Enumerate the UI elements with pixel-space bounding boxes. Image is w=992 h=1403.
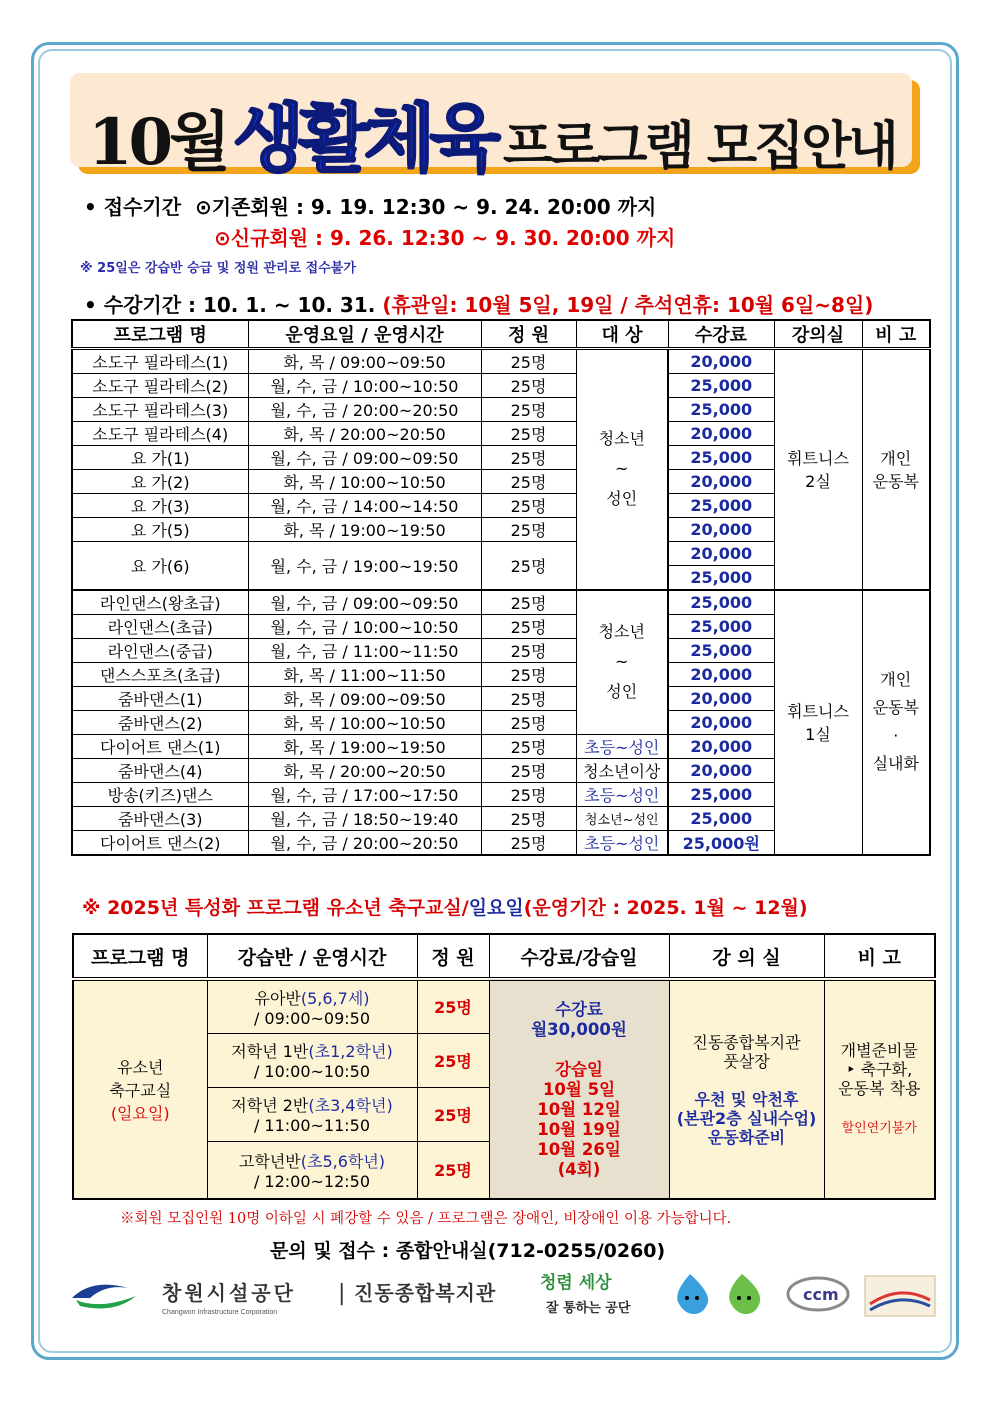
program-schedule: 월, 수, 금 / 18:50~19:40 [248, 806, 481, 830]
soccer-room-cell [669, 979, 824, 1199]
soccer-program-cell [73, 979, 207, 1199]
title-highlight: 생활체육 [232, 96, 495, 182]
contact-info: 문의 및 접수 : 종합안내실(712-0255/0260) [270, 1240, 666, 1262]
svg-text:ccm: ccm [803, 1285, 839, 1304]
lesson-count: (4회) [557, 1159, 601, 1179]
program-fee: 25,000 [668, 614, 774, 638]
program-target: 청소년이상 [576, 758, 668, 782]
program-schedule: 화, 목 / 09:00~09:50 [248, 686, 481, 710]
special-program-heading [82, 893, 808, 920]
class-name: 저학년 2반 [231, 1096, 309, 1115]
program-schedule: 월, 수, 금 / 09:00~09:50 [248, 590, 481, 615]
ccm-logo-icon [788, 1278, 848, 1310]
program-fee: 20,000 [668, 662, 774, 686]
class-age: (초1,2학년) [308, 1042, 393, 1061]
note-text: 개별준비물 ‣ 축구화, 운동복 착용 [838, 1041, 921, 1098]
header-schedule: 운영요일 / 운영시간 [248, 320, 481, 349]
slogan-top: 청렴 세상 [540, 1273, 612, 1293]
class-capacity: 25명 [417, 979, 489, 1033]
soccer-table-header [73, 934, 935, 979]
soccer-table-body [73, 979, 935, 1199]
program-name: 댄스스포츠(초급) [72, 662, 248, 686]
page-title [88, 80, 896, 182]
program-name: 소도구 필라테스(2) [72, 374, 248, 398]
program-fee: 20,000 [668, 518, 774, 542]
group-room: 휘트니스 1실 [774, 590, 862, 855]
room-name: 진동종합복지관 풋살장 [692, 1032, 801, 1071]
program-capacity: 25명 [481, 686, 576, 710]
header-room: 강의실 [774, 320, 862, 349]
program-capacity: 25명 [481, 710, 576, 734]
table-row [73, 979, 935, 1033]
program-capacity: 25명 [481, 422, 576, 446]
header-note: 비 고 [862, 320, 930, 349]
program-schedule: 월, 수, 금 / 20:00~20:50 [248, 830, 481, 855]
footnote: ※회원 모집인원 10명 이하일 시 폐강할 수 있음 / 프로그램은 장애인, 비장애인 이용 가능합니다. [120, 1211, 732, 1227]
header-program: 프로그램 명 [72, 320, 248, 349]
program-fee: 20,000 [668, 470, 774, 494]
soccer-header-fee: 수강료/강습일 [489, 934, 669, 979]
soccer-fee-cell [489, 979, 669, 1199]
soccer-note-cell [824, 979, 935, 1199]
program-name: 줌바댄스(1) [72, 686, 248, 710]
header-capacity: 정 원 [481, 320, 576, 349]
special-prefix: ※ 2025년 특성화 프로그램 유소년 축구교실/ [82, 897, 469, 919]
program-capacity: 25명 [481, 662, 576, 686]
program-fee: 20,000 [668, 734, 774, 758]
program-name: 라인댄스(왕초급) [72, 590, 248, 615]
soccer-header-note: 비 고 [824, 934, 935, 979]
program-name: 다이어트 댄스(2) [72, 830, 248, 855]
footer-divider: | [338, 1281, 346, 1306]
program-capacity: 25명 [481, 758, 576, 782]
program-name: 요 가(1) [72, 446, 248, 470]
group-target: 청소년 ~ 성인 [576, 590, 668, 735]
class-time: / 09:00~09:50 [253, 1008, 371, 1028]
program-fee: 25,000 [668, 494, 774, 518]
program-schedule: 월, 수, 금 / 10:00~10:50 [248, 374, 481, 398]
program-fee: 20,000 [668, 422, 774, 446]
class-name: 유아반 [254, 988, 301, 1008]
program-capacity: 25명 [481, 734, 576, 758]
soccer-header-program: 프로그램 명 [73, 934, 207, 979]
org-name: 창원시설공단 [162, 1281, 296, 1305]
soccer-class [207, 979, 417, 1033]
program-table-header [72, 320, 930, 349]
class-time: / 10:00~10:50 [253, 1062, 371, 1081]
program-schedule: 화, 목 / 20:00~20:50 [248, 422, 481, 446]
org-name-en: Changwon Infrastructure Corporation [162, 1309, 278, 1316]
changwon-emblem-icon [72, 1285, 136, 1309]
program-name: 라인댄스(초급) [72, 614, 248, 638]
header-fee: 수강료 [668, 320, 774, 349]
program-name: 요 가(3) [72, 494, 248, 518]
program-name: 다이어트 댄스(1) [72, 734, 248, 758]
target-line: ~ [615, 459, 629, 479]
program-name: 방송(키즈)댄스 [72, 782, 248, 806]
program-fee: 20,000 [668, 349, 774, 374]
class-time: / 11:00~11:50 [253, 1116, 371, 1135]
program-schedule: 화, 목 / 19:00~19:50 [248, 734, 481, 758]
program-capacity: 25명 [481, 614, 576, 638]
program-schedule: 화, 목 / 10:00~10:50 [248, 710, 481, 734]
table-row [72, 590, 930, 615]
class-age: (5,6,7세) [300, 988, 370, 1008]
center-name: 진동종합복지관 [354, 1281, 497, 1305]
registration-existing [84, 191, 656, 220]
program-name: 라인댄스(중급) [72, 638, 248, 662]
program-schedule: 월, 수, 금 / 17:00~17:50 [248, 782, 481, 806]
program-capacity: 25명 [481, 590, 576, 615]
class-capacity: 25명 [417, 1141, 489, 1199]
program-capacity: 25명 [481, 349, 576, 374]
registration-note: ※ 25일은 강습반 승급 및 정원 관리로 접수불가 [80, 261, 356, 276]
program-target: 초등~성인 [576, 782, 668, 806]
program-capacity: 25명 [481, 374, 576, 398]
program-fee: 20,000 [668, 542, 774, 566]
program-table-body [72, 349, 930, 855]
program-schedule: 화, 목 / 19:00~19:50 [248, 518, 481, 542]
class-time: / 12:00~12:50 [253, 1171, 371, 1191]
program-name: 소도구 필라테스(4) [72, 422, 248, 446]
program-fee: 25,000 [668, 782, 774, 806]
target-line: 성인 [606, 489, 638, 509]
course-period [84, 289, 873, 318]
program-fee: 25,000 [668, 565, 774, 589]
program-schedule: 화, 목 / 20:00~20:50 [248, 758, 481, 782]
program-schedule: 월, 수, 금 / 20:00~20:50 [248, 398, 481, 422]
program-name: 요 가(6) [72, 542, 248, 590]
lesson-day: 10월 26일 [537, 1139, 621, 1159]
program-name: 줌바댄스(4) [72, 758, 248, 782]
class-name: 저학년 1반 [231, 1042, 309, 1061]
certification-badge-icon [865, 1276, 935, 1316]
program-fee: 25,000 [668, 590, 774, 615]
program-schedule: 월, 수, 금 / 14:00~14:50 [248, 494, 481, 518]
program-capacity: 25명 [481, 782, 576, 806]
soccer-program-name: 유소년 축구교실 [109, 1058, 172, 1100]
special-suffix: (운영기간 : 2025. 1월 ~ 12월) [523, 897, 808, 919]
program-table [71, 319, 931, 856]
registration-existing-text: ⊙기존회원 : 9. 19. 12:30 ~ 9. 24. 20:00 까지 [194, 195, 657, 219]
program-schedule: 화, 목 / 11:00~11:50 [248, 662, 481, 686]
program-capacity: 25명 [481, 494, 576, 518]
slogan-bottom: 잘 통하는 공단 [546, 1301, 631, 1316]
soccer-table [72, 933, 936, 1200]
soccer-class [207, 1141, 417, 1199]
program-schedule: 월, 수, 금 / 09:00~09:50 [248, 446, 481, 470]
program-fee: 20,000 [668, 758, 774, 782]
soccer-header-room: 강 의 실 [669, 934, 824, 979]
program-fee: 25,000 [668, 806, 774, 830]
program-schedule: 월, 수, 금 / 19:00~19:50 [248, 542, 481, 590]
program-capacity: 25명 [481, 398, 576, 422]
group-note: 개인 운동복 [862, 349, 930, 590]
title-month: 10월 [88, 105, 227, 180]
program-schedule: 화, 목 / 09:00~09:50 [248, 349, 481, 374]
program-fee: 20,000 [668, 710, 774, 734]
title-rest: 프로그램 모집안내 [502, 116, 896, 177]
program-capacity: 25명 [481, 518, 576, 542]
class-age: (초3,4학년) [308, 1096, 393, 1115]
program-fee: 25,000 [668, 446, 774, 470]
program-fee: 25,000 [668, 398, 774, 422]
program-name: 요 가(5) [72, 518, 248, 542]
program-schedule: 월, 수, 금 / 11:00~11:50 [248, 638, 481, 662]
program-fee: 25,000 [668, 638, 774, 662]
group-note: 개인 운동복 · 실내화 [862, 590, 930, 855]
program-capacity: 25명 [481, 470, 576, 494]
table-row [72, 349, 930, 374]
fee-amount: 월30,000원 [531, 1019, 627, 1039]
program-capacity: 25명 [481, 542, 576, 590]
soccer-header-class: 강습반 / 운영시간 [207, 934, 417, 979]
mascot-leaf-icon [729, 1274, 760, 1314]
program-target: 청소년~성인 [576, 806, 668, 830]
soccer-header-capacity: 정 원 [417, 934, 489, 979]
registration-new: ⊙신규회원 : 9. 26. 12:30 ~ 9. 30. 20:00 까지 [214, 226, 676, 250]
days-label: 강습일 [555, 1059, 603, 1079]
program-capacity: 25명 [481, 830, 576, 855]
registration-label: • 접수기간 [84, 195, 182, 219]
special-day: 일요일 [468, 897, 524, 919]
mascot-water-icon [677, 1274, 708, 1314]
group-room: 휘트니스 2실 [774, 349, 862, 590]
class-name: 고학년반 [238, 1151, 301, 1171]
class-capacity: 25명 [417, 1033, 489, 1087]
program-capacity: 25명 [481, 446, 576, 470]
lesson-day: 10월 5일 [542, 1079, 616, 1099]
program-target: 초등~성인 [576, 734, 668, 758]
soccer-class [207, 1033, 417, 1087]
holiday-text: (휴관일: 10월 5일, 19일 / 추석연휴: 10월 6일~8일) [382, 293, 874, 317]
group-target [576, 349, 668, 590]
program-schedule: 월, 수, 금 / 10:00~10:50 [248, 614, 481, 638]
soccer-class [207, 1087, 417, 1141]
program-name: 줌바댄스(3) [72, 806, 248, 830]
program-target: 초등~성인 [576, 830, 668, 855]
footer-logos [70, 1270, 940, 1320]
program-name: 소도구 필라테스(1) [72, 349, 248, 374]
program-fee: 25,000 [668, 374, 774, 398]
program-name: 요 가(2) [72, 470, 248, 494]
program-fee: 20,000 [668, 686, 774, 710]
rain-info: 우천 및 악천후 (본관2층 실내수업) 운동화준비 [676, 1089, 817, 1147]
lesson-day: 10월 12일 [537, 1099, 621, 1119]
program-capacity: 25명 [481, 638, 576, 662]
program-name: 줌바댄스(2) [72, 710, 248, 734]
program-schedule: 화, 목 / 10:00~10:50 [248, 470, 481, 494]
course-period-text: • 수강기간 : 10. 1. ~ 10. 31. [84, 293, 376, 317]
discount-note: 할인연기불가 [841, 1121, 917, 1136]
header-target: 대 상 [576, 320, 668, 349]
fee-label: 수강료 [555, 999, 603, 1019]
class-capacity: 25명 [417, 1087, 489, 1141]
program-capacity: 25명 [481, 806, 576, 830]
program-name: 소도구 필라테스(3) [72, 398, 248, 422]
lesson-day: 10월 19일 [537, 1119, 621, 1139]
soccer-program-day: (일요일) [110, 1104, 170, 1123]
target-line: 청소년 [598, 429, 645, 449]
program-fee: 25,000원 [668, 830, 774, 855]
class-age: (초5,6학년) [300, 1151, 386, 1171]
